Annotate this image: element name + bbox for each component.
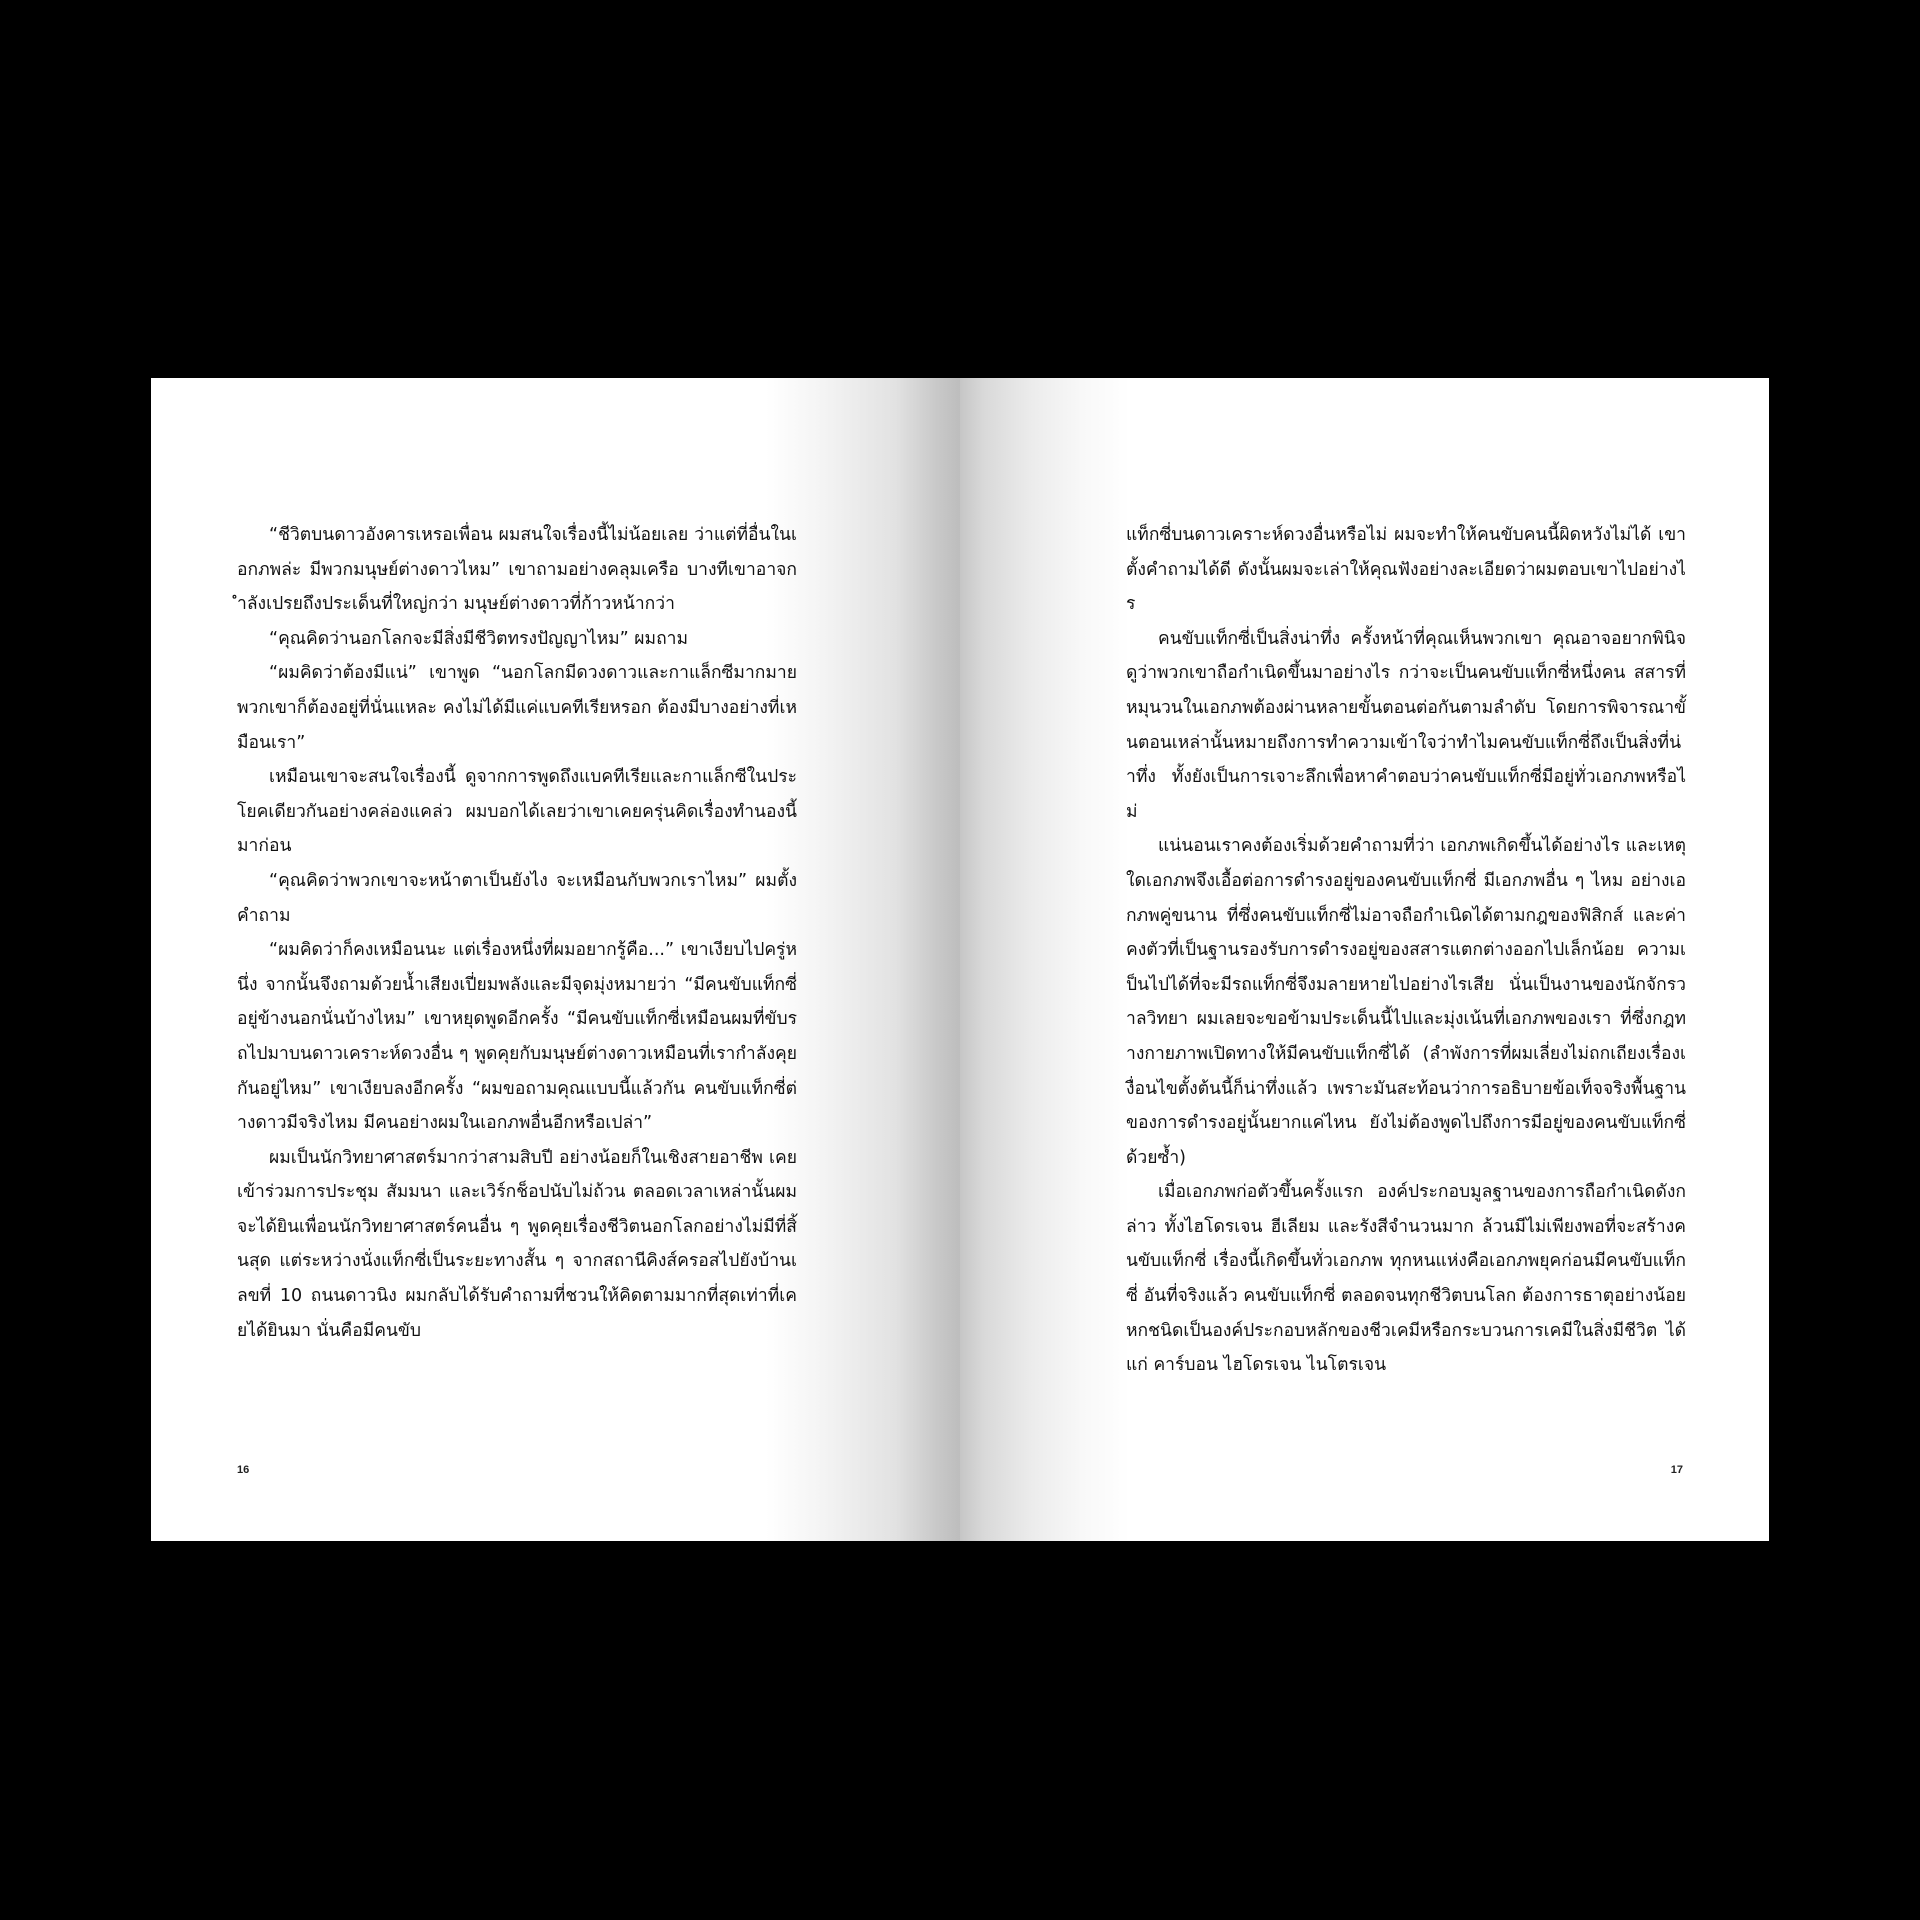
left-page [151, 378, 960, 1541]
page-number: 16 [237, 1464, 250, 1476]
paragraph: แน่นอนเราคงต้องเริ่มด้วยคำถามที่ว่า เอกภพเกิดขึ้นได้อย่างไร และเหตุใดเอกภพจึงเอื้อต่อการดำรงอยู่ของคนขับแท็กซี่ มีเอกภพอื่น ๆ ไหม อย่างเอกภพคู่ขนาน ที่ซึ่งคนขับแท็กซี่ไม่อาจถือกำเนิดได้ตามกฎของฟิสิกส์ และค่าคงตัวที่เป็นฐานรองรับการดำรงอยู่ของสสารแตกต่างออกไปเล็กน้อย ความเป็นไปได้ที่จะมีรถแท็กซี่จึงมลายหายไปอย่างไรเสีย นั่นเป็นงานของนักจักรวาลวิทยา ผมเลยจะขอข้ามประเด็นนี้ไปและมุ่งเน้นที่เอกภพของเรา ที่ซึ่งกฎทางกายภาพเปิดทางให้มีคนขับแท็กซี่ได้ (ลำพังการที่ผมเลี่ยงไม่ถกเถียงเรื่องเงื่อนไขตั้งต้นนี้ก็น่าทึ่งแล้ว เพราะมันสะท้อนว่าการอธิบายข้อเท็จจริงพื้นฐานของการดำรงอยู่นั้นยากแค่ไหน ยังไม่ต้องพูดไปถึงการมีอยู่ของคนขับแท็กซี่ด้วยซ้ำ) [1126, 836, 1686, 1168]
paragraph: “คุณคิดว่าพวกเขาจะหน้าตาเป็นยังไง จะเหมือนกับพวกเราไหม” ผมตั้งคำถาม [237, 870, 797, 926]
paragraph: เหมือนเขาจะสนใจเรื่องนี้ ดูจากการพูดถึงแบคทีเรียและกาแล็กซีในประโยคเดียวกันอย่างคล่องแคล่ว ผมบอกได้เลยว่าเขาเคยครุ่นคิดเรื่องทำนองนี้มาก่อน [237, 767, 797, 857]
paragraph: “ชีวิตบนดาวอังคารเหรอเพื่อน ผมสนใจเรื่องนี้ไม่น้อยเลย ว่าแต่ที่อื่นในเอกภพล่ะ มีพวกมนุษย์ต่างดาวไหม” เขาถามอย่างคลุมเครือ บางทีเขาอาจกำลังเปรยถึงประเด็นที่ใหญ่กว่า มนุษย์ต่างดาวที่ก้าวหน้ากว่า [237, 525, 797, 615]
left-page-body [237, 518, 797, 1348]
paragraph: “คุณคิดว่านอกโลกจะมีสิ่งมีชีวิตทรงปัญญาไหม” ผมถาม [269, 628, 689, 649]
open-book-spread [151, 378, 1769, 1541]
paragraph: ผมเป็นนักวิทยาศาสตร์มากว่าสามสิบปี อย่างน้อยก็ในเชิงสายอาชีพ เคยเข้าร่วมการประชุม สัมมนา และเวิร์กช็อปนับไม่ถ้วน ตลอดเวลาเหล่านั้นผมจะได้ยินเพื่อนนักวิทยาศาสตร์คนอื่น ๆ พูดคุยเรื่องชีวิตนอกโลกอย่างไม่มีที่สิ้นสุด แต่ระหว่างนั่งแท็กซี่เป็นระยะทางสั้น ๆ จากสถานีคิงส์ครอสไปยังบ้านเลขที่ 10 ถนนดาวนิง ผมกลับได้รับคำถามที่ชวนให้คิดตามมากที่สุดเท่าที่เคยได้ยินมา นั่นคือมีคนขับ [237, 1147, 797, 1341]
page-number: 17 [1670, 1464, 1683, 1476]
right-page-body [1126, 518, 1686, 1383]
right-page [960, 378, 1769, 1541]
paragraph: เมื่อเอกภพก่อตัวขึ้นครั้งแรก องค์ประกอบมูลฐานของการถือกำเนิดดังกล่าว ทั้งไฮโดรเจน ฮีเลียม และรังสีจำนวนมาก ล้วนมีไม่เพียงพอที่จะสร้างคนขับแท็กซี่ เรื่องนี้เกิดขึ้นทั่วเอกภพ ทุกหนแห่งคือเอกภพยุคก่อนมีคนขับแท็กซี่ อันที่จริงแล้ว คนขับแท็กซี่ ตลอดจนทุกชีวิตบนโลก ต้องการธาตุอย่างน้อยหกชนิดเป็นองค์ประกอบหลักของชีวเคมีหรือกระบวนการเคมีในสิ่งมีชีวิต ได้แก่ คาร์บอน ไฮโดรเจน ไนโตรเจน [1126, 1182, 1686, 1376]
paragraph: แท็กซี่บนดาวเคราะห์ดวงอื่นหรือไม่ ผมจะทำให้คนขับคนนี้ผิดหวังไม่ได้ เขาตั้งคำถามได้ดี ดังนั้นผมจะเล่าให้คุณฟังอย่างละเอียดว่าผมตอบเขาไปอย่างไร [1126, 525, 1686, 615]
paragraph: “ผมคิดว่าก็คงเหมือนนะ แต่เรื่องหนึ่งที่ผมอยากรู้คือ...” เขาเงียบไปครู่หนึ่ง จากนั้นจึงถามด้วยน้ำเสียงเปี่ยมพลังและมีจุดมุ่งหมายว่า “มีคนขับแท็กซี่อยู่ข้างนอกนั่นบ้างไหม” เขาหยุดพูดอีกครั้ง “มีคนขับแท็กซี่เหมือนผมที่ขับรถไปมาบนดาวเคราะห์ดวงอื่น ๆ พูดคุยกับมนุษย์ต่างดาวเหมือนที่เรากำลังคุยกันอยู่ไหม” เขาเงียบลงอีกครั้ง “ผมขอถามคุณแบบนี้แล้วกัน คนขับแท็กซี่ต่างดาวมีจริงไหม มีคนอย่างผมในเอกภพอื่นอีกหรือเปล่า” [237, 940, 797, 1134]
paragraph: คนขับแท็กซี่เป็นสิ่งน่าทึ่ง ครั้งหน้าที่คุณเห็นพวกเขา คุณอาจอยากพินิจดูว่าพวกเขาถือกำเนิดขึ้นมาอย่างไร กว่าจะเป็นคนขับแท็กซี่หนึ่งคน สสารที่หมุนวนในเอกภพต้องผ่านหลายขั้นตอนต่อกันตามลำดับ โดยการพิจารณาขั้นตอนเหล่านั้นหมายถึงการทำความเข้าใจว่าทำไมคนขับแท็กซี่ถึงเป็นสิ่งที่น่าทึ่ง ทั้งยังเป็นการเจาะลึกเพื่อหาคำตอบว่าคนขับแท็กซี่มีอยู่ทั่วเอกภพหรือไม่ [1126, 628, 1686, 822]
paragraph: “ผมคิดว่าต้องมีแน่” เขาพูด “นอกโลกมีดวงดาวและกาแล็กซีมากมาย พวกเขาก็ต้องอยู่ที่นั่นแหละ คงไม่ได้มีแค่แบคทีเรียหรอก ต้องมีบางอย่างที่เหมือนเรา” [237, 663, 797, 753]
